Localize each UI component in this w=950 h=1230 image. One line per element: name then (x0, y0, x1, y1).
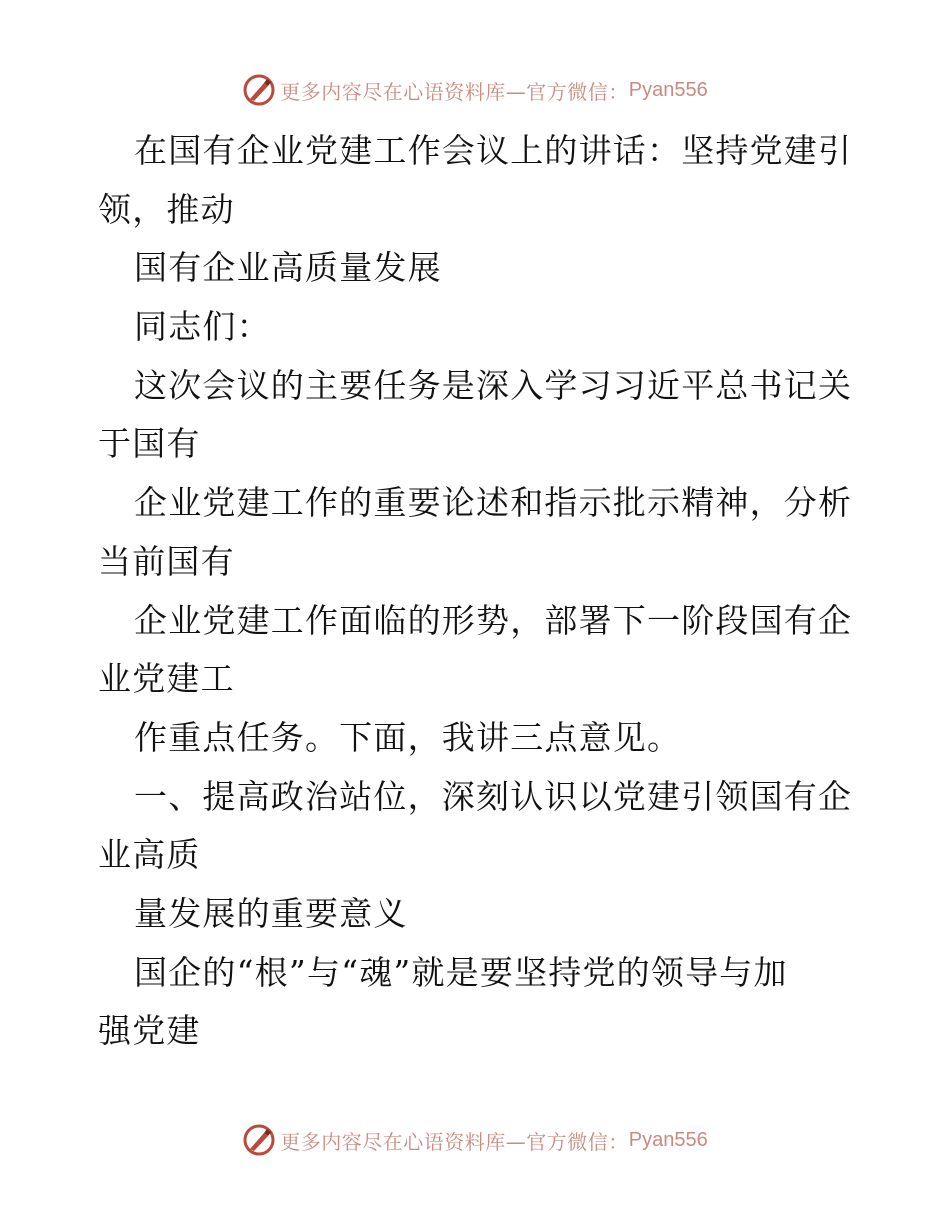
text-line: 作重点任务。下面，我讲三点意见。 (134, 717, 682, 757)
text-line: 在国有企业党建工作会议上的讲话：坚持党建引 (134, 131, 853, 170)
text-line: 国企的“根”与“魂”就是要坚持党的领导与加 (134, 952, 788, 992)
text-line: 企业党建工作的重要论述和指示批示精神，分析 (134, 483, 853, 523)
watermark-text: 更多内容尽在心语资料库—官方微信： (280, 1129, 629, 1154)
pen-logo-icon (242, 73, 276, 107)
text-line: 当前国有 (98, 541, 235, 581)
text-line: 业党建工 (98, 659, 235, 699)
watermark-text: 更多内容尽在心语资料库—官方微信： (280, 79, 629, 104)
text-line: 领，推动 (98, 189, 235, 229)
text-line: 量发展的重要意义 (134, 893, 408, 933)
footer-watermark (0, 1120, 950, 1160)
text-line: 于国有 (98, 424, 201, 464)
document-body (98, 122, 858, 1061)
text-line: 一、提高政治站位，深刻认识以党建引领国有企 (134, 776, 853, 816)
text-line: 强党建 (98, 1011, 201, 1051)
header-watermark (0, 70, 950, 110)
watermark-wechat-id: Pyan556 (628, 78, 708, 101)
text-line: 同志们： (134, 307, 271, 347)
text-line: 这次会议的主要任务是深入学习习近平总书记关 (134, 365, 853, 405)
watermark-wechat-id: Pyan556 (628, 1128, 708, 1151)
pen-logo-icon (242, 1123, 276, 1157)
text-line: 国有企业高质量发展 (134, 248, 442, 288)
text-line: 业高质 (98, 835, 201, 875)
text-line: 企业党建工作面临的形势，部署下一阶段国有企 (134, 600, 853, 640)
